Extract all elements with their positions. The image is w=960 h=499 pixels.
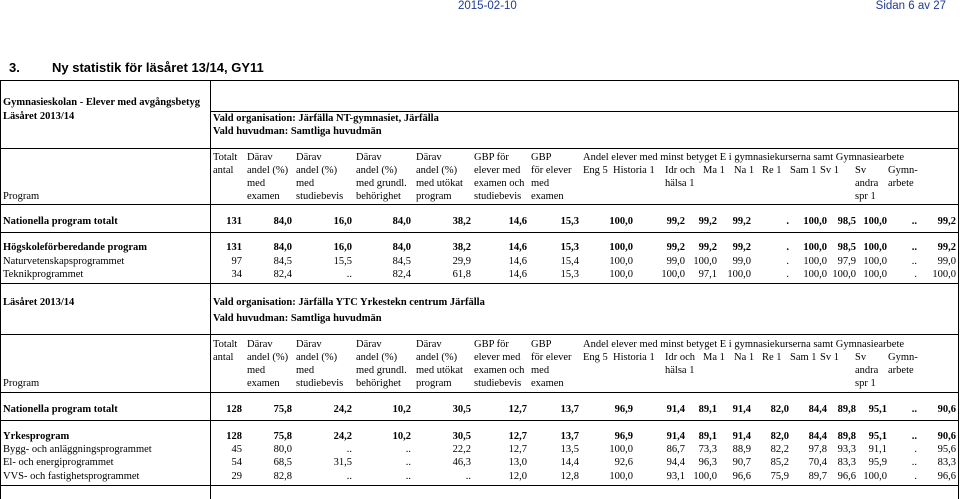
table-cell: .. [911, 404, 917, 415]
table-cell: 73,3 [698, 444, 717, 455]
column-header: Därav [247, 152, 273, 163]
column-header: Sv 1 [820, 165, 839, 176]
section-title-text: Ny statistik för läsåret 13/14, GY11 [52, 60, 264, 75]
table-rule [0, 485, 959, 486]
table-cell: 99,0 [666, 256, 685, 267]
table-cell: 13,7 [560, 404, 579, 415]
table-cell: 14,6 [508, 242, 527, 253]
column-header: Därav [247, 339, 273, 350]
column-header: Därav [296, 339, 322, 350]
column-header: andel (%) [416, 352, 458, 363]
column-header: examen och [474, 365, 525, 376]
column-header: examen [247, 378, 280, 389]
column-header: med [247, 365, 266, 376]
column-header: Sv [855, 165, 867, 176]
table-cell: 14,6 [508, 216, 527, 227]
column-header: studiebevis [296, 378, 344, 389]
table-cell: 34 [231, 269, 242, 280]
column-header: Därav [356, 152, 382, 163]
column-header: Totalt [213, 339, 238, 350]
table-cell: 99,2 [732, 216, 751, 227]
table-cell: 96,6 [732, 471, 751, 482]
table-cell: 99,2 [666, 242, 685, 253]
table-cell: 15,5 [333, 256, 352, 267]
column-header: andra [855, 178, 879, 189]
column-header: spr 1 [855, 378, 876, 389]
table-cell: 99,2 [937, 242, 956, 253]
table-cell: 100,0 [803, 242, 827, 253]
table-cell: 68,5 [273, 457, 292, 468]
column-header: med utökat [416, 365, 463, 376]
table-caption: Gymnasieskolan - Elever med avgångsbetyg [3, 97, 200, 108]
table-cell: 12,8 [560, 471, 579, 482]
table-cell: 100,0 [661, 269, 685, 280]
table-cell: 86,7 [666, 444, 685, 455]
table-rule [0, 334, 959, 335]
table-cell: 61,8 [452, 269, 471, 280]
table-cell: 89,1 [698, 431, 717, 442]
program-name: Bygg- och anläggningsprogrammet [3, 444, 152, 455]
table-cell: 92,6 [614, 457, 633, 468]
organisation-label: Vald organisation: Järfälla NT-gymnasiet, Järfälla [213, 113, 439, 124]
table-cell: 24,2 [333, 431, 352, 442]
table-cell: 95,1 [868, 431, 887, 442]
table-cell: 22,2 [452, 444, 471, 455]
table-cell: .. [911, 242, 917, 253]
table-cell: 100,0 [609, 444, 633, 455]
column-header: GBP [531, 152, 552, 163]
table-cell: 82,8 [273, 471, 292, 482]
column-header: Program [3, 378, 40, 389]
table-cell: 84,0 [273, 242, 292, 253]
table-cell: 12,7 [508, 444, 527, 455]
column-header: studiebevis [474, 378, 522, 389]
column-header: Sam 1 [790, 352, 817, 363]
table-cell: . [786, 269, 789, 280]
column-header: examen [247, 191, 280, 202]
table-cell: 31,5 [333, 457, 352, 468]
header-page-number: Sidan 6 av 27 [875, 0, 946, 12]
table-cell: 91,4 [666, 404, 685, 415]
header-date: 2015-02-10 [458, 0, 517, 12]
column-header: med [296, 365, 315, 376]
column-header: arbete [888, 365, 914, 376]
section-number: 3. [9, 60, 20, 75]
table-cell: 131 [226, 242, 242, 253]
table-cell: 91,4 [732, 404, 751, 415]
table-cell: 99,0 [937, 256, 956, 267]
table-cell: 12,0 [508, 471, 527, 482]
table-cell: 89,8 [837, 404, 856, 415]
table-cell: 82,4 [392, 269, 411, 280]
table-cell: 100,0 [693, 471, 717, 482]
table-cell: .. [405, 457, 411, 468]
table-rule [0, 420, 959, 421]
column-header: med [247, 178, 266, 189]
table-cell: .. [465, 471, 471, 482]
table-cell: 75,8 [273, 431, 292, 442]
table-cell: 100,0 [727, 269, 751, 280]
program-name: VVS- och fastighetsprogrammet [3, 471, 140, 482]
table-cell: 100,0 [803, 269, 827, 280]
column-header: Därav [296, 152, 322, 163]
column-header: Re 1 [762, 165, 782, 176]
table-cell: 100,0 [609, 256, 633, 267]
program-name: Teknikprogrammet [3, 269, 84, 280]
table-cell: 95,1 [868, 404, 887, 415]
table-cell: .. [346, 471, 352, 482]
table-cell: 10,2 [392, 404, 411, 415]
table-rule [0, 204, 959, 205]
table-cell: 13,7 [560, 431, 579, 442]
table-cell: 84,0 [392, 216, 411, 227]
column-header: Na 1 [734, 352, 755, 363]
column-header: Eng 5 [583, 352, 608, 363]
table-cell: .. [911, 256, 917, 267]
table-cell: 75,9 [770, 471, 789, 482]
table-cell: .. [911, 457, 917, 468]
column-header: antal [213, 165, 234, 176]
table-cell: 14,4 [560, 457, 579, 468]
column-header: elever med [474, 352, 521, 363]
table-cell: 89,1 [698, 404, 717, 415]
table-cell: . [786, 216, 789, 227]
table-cell: 100,0 [863, 256, 887, 267]
column-header: Sv 1 [820, 352, 839, 363]
table-cell: 13,5 [560, 444, 579, 455]
table-cell: 13,0 [508, 457, 527, 468]
table-cell: 128 [226, 404, 242, 415]
column-header: Totalt [213, 152, 238, 163]
column-header: med [296, 178, 315, 189]
column-header: för elever [531, 165, 572, 176]
table-cell: 15,3 [560, 242, 579, 253]
table-cell: 128 [226, 431, 242, 442]
column-header: Eng 5 [583, 165, 608, 176]
table-cell: 46,3 [452, 457, 471, 468]
table-cell: 12,7 [508, 431, 527, 442]
table-cell: 90,6 [937, 404, 956, 415]
organisation-label: Vald organisation: Järfälla YTC Yrkestekn centrum Järfälla [213, 297, 485, 308]
table-cell: .. [346, 269, 352, 280]
table-cell: 84,0 [392, 242, 411, 253]
table-cell: .. [405, 471, 411, 482]
column-header: Re 1 [762, 352, 782, 363]
table-cell: 15,4 [560, 256, 579, 267]
column-header: för elever [531, 352, 572, 363]
table-cell: 16,0 [333, 242, 352, 253]
column-header: andel (%) [416, 165, 458, 176]
column-header: andel (%) [247, 165, 289, 176]
table-cell: 14,6 [508, 269, 527, 280]
table-cell: . [786, 242, 789, 253]
table-cell: 88,9 [732, 444, 751, 455]
column-header: GBP för [474, 339, 509, 350]
column-header: Idr och [665, 165, 696, 176]
table-cell: .. [405, 444, 411, 455]
table-cell: 99,2 [666, 216, 685, 227]
table-cell: 30,5 [452, 404, 471, 415]
table-cell: 89,7 [808, 471, 827, 482]
year-label: Läsåret 2013/14 [3, 111, 75, 122]
table-cell: 100,0 [803, 256, 827, 267]
program-name: Högskoleförberedande program [3, 242, 147, 253]
table-cell: .. [911, 431, 917, 442]
column-header: Andel elever med minst betyget E i gymnasiekurserna samt Gymnasiearbete [583, 339, 905, 350]
table-cell: 100,0 [803, 216, 827, 227]
table-cell: 93,1 [666, 471, 685, 482]
table-cell: .. [911, 216, 917, 227]
column-header: antal [213, 352, 234, 363]
table-cell: 100,0 [863, 242, 887, 253]
column-header: GBP för [474, 152, 509, 163]
principal-label: Vald huvudman: Samtliga huvudmän [213, 313, 382, 324]
column-header: med utökat [416, 178, 463, 189]
column-header: program [416, 191, 452, 202]
table-cell: 45 [231, 444, 242, 455]
table-cell: 96,3 [698, 457, 717, 468]
column-header: andra [855, 365, 879, 376]
table-cell: 12,7 [508, 404, 527, 415]
table-rule [0, 392, 959, 393]
column-header: Därav [416, 339, 442, 350]
column-header: Gymn- [888, 352, 918, 363]
column-header: Ma 1 [703, 165, 725, 176]
column-header: Ma 1 [703, 352, 725, 363]
table-cell: 100,0 [609, 471, 633, 482]
table-cell: .. [346, 444, 352, 455]
column-header: med grundl. [356, 365, 407, 376]
section-rule [210, 111, 959, 112]
column-header: Sam 1 [790, 165, 817, 176]
column-header: Därav [356, 339, 382, 350]
program-name: Naturvetenskapsprogrammet [3, 256, 125, 267]
table-cell: 38,2 [452, 242, 471, 253]
table-cell: 10,2 [392, 431, 411, 442]
table-cell: 99,0 [732, 256, 751, 267]
label-column-rule [210, 80, 211, 499]
table-cell: 85,2 [770, 457, 789, 468]
table-cell: 100,0 [693, 256, 717, 267]
program-name: Nationella program totalt [3, 404, 118, 415]
table-cell: 100,0 [863, 269, 887, 280]
table-cell: 80,0 [273, 444, 292, 455]
table-cell: 100,0 [863, 471, 887, 482]
table-cell: 96,6 [837, 471, 856, 482]
table-cell: 96,9 [614, 404, 633, 415]
table-cell: 84,4 [808, 404, 827, 415]
table-cell: 90,6 [937, 431, 956, 442]
statistics-table [0, 80, 959, 498]
table-cell: 96,9 [614, 431, 633, 442]
column-header: examen och [474, 178, 525, 189]
column-header: andel (%) [296, 352, 338, 363]
column-header: Sv [855, 352, 867, 363]
column-header: andel (%) [247, 352, 289, 363]
table-cell: . [914, 444, 917, 455]
table-cell: . [914, 471, 917, 482]
column-header: examen [531, 191, 564, 202]
column-header: andel (%) [296, 165, 338, 176]
table-cell: 29 [231, 471, 242, 482]
table-cell: 99,2 [732, 242, 751, 253]
table-cell: 91,4 [666, 431, 685, 442]
table-cell: 99,2 [937, 216, 956, 227]
principal-label: Vald huvudman: Samtliga huvudmän [213, 126, 382, 137]
column-header: med grundl. [356, 178, 407, 189]
table-left-rule [0, 80, 1, 499]
table-cell: 100,0 [863, 216, 887, 227]
column-header: med [531, 365, 550, 376]
table-right-rule [958, 80, 959, 499]
table-cell: . [914, 269, 917, 280]
table-cell: 100,0 [609, 216, 633, 227]
column-header: Na 1 [734, 165, 755, 176]
column-header: examen [531, 378, 564, 389]
column-header: studiebevis [296, 191, 344, 202]
table-cell: 96,6 [937, 471, 956, 482]
table-cell: 84,4 [808, 431, 827, 442]
table-cell: 97 [231, 256, 242, 267]
table-cell: 97,9 [837, 256, 856, 267]
column-header: behörighet [356, 378, 401, 389]
column-header: hälsa 1 [665, 365, 695, 376]
table-cell: 90,7 [732, 457, 751, 468]
section-title [9, 60, 264, 75]
column-header: program [416, 378, 452, 389]
table-cell: 24,2 [333, 404, 352, 415]
column-header: studiebevis [474, 191, 522, 202]
table-cell: 82,4 [273, 269, 292, 280]
table-cell: 15,3 [560, 216, 579, 227]
table-cell: 91,4 [732, 431, 751, 442]
column-header: hälsa 1 [665, 178, 695, 189]
column-header: Därav [416, 152, 442, 163]
table-cell: 84,0 [273, 216, 292, 227]
table-cell: 89,8 [837, 431, 856, 442]
column-header: spr 1 [855, 191, 876, 202]
column-header: Andel elever med minst betyget E i gymnasiekurserna samt Gymnasiearbete [583, 152, 905, 163]
column-header: GBP [531, 339, 552, 350]
program-name: El- och energiprogrammet [3, 457, 114, 468]
column-header: med [531, 178, 550, 189]
table-rule [0, 148, 959, 149]
table-cell: 54 [231, 457, 242, 468]
column-header: arbete [888, 178, 914, 189]
table-cell: 98,5 [837, 216, 856, 227]
column-header: elever med [474, 165, 521, 176]
table-cell: 95,6 [937, 444, 956, 455]
table-cell: 82,0 [770, 404, 789, 415]
table-cell: 84,5 [273, 256, 292, 267]
table-rule [0, 232, 959, 233]
column-header: andel (%) [356, 165, 398, 176]
table-cell: 93,3 [837, 444, 856, 455]
table-cell: 83,3 [837, 457, 856, 468]
table-cell: 82,0 [770, 431, 789, 442]
table-cell: 14,6 [508, 256, 527, 267]
program-name: Yrkesprogram [3, 431, 70, 442]
table-cell: 91,1 [868, 444, 887, 455]
year-label: Läsåret 2013/14 [3, 297, 75, 308]
column-header: behörighet [356, 191, 401, 202]
table-cell: 100,0 [932, 269, 956, 280]
table-cell: 83,3 [937, 457, 956, 468]
column-header: Gymn- [888, 165, 918, 176]
table-cell: . [786, 256, 789, 267]
table-cell: 98,5 [837, 242, 856, 253]
table-cell: 29,9 [452, 256, 471, 267]
table-cell: 95,9 [868, 457, 887, 468]
table-cell: 131 [226, 216, 242, 227]
table-cell: 15,3 [560, 269, 579, 280]
table-cell: 75,8 [273, 404, 292, 415]
column-header: Historia 1 [613, 352, 655, 363]
table-cell: 99,2 [698, 216, 717, 227]
column-header: Historia 1 [613, 165, 655, 176]
table-cell: 16,0 [333, 216, 352, 227]
table-cell: 94,4 [666, 457, 685, 468]
table-cell: 100,0 [609, 242, 633, 253]
table-cell: 82,2 [770, 444, 789, 455]
table-cell: 70,4 [808, 457, 827, 468]
program-name: Nationella program totalt [3, 216, 118, 227]
table-cell: 97,8 [808, 444, 827, 455]
table-rule [0, 283, 959, 284]
table-cell: 99,2 [698, 242, 717, 253]
table-cell: 97,1 [698, 269, 717, 280]
table-cell: 38,2 [452, 216, 471, 227]
column-header: Program [3, 191, 40, 202]
table-cell: 100,0 [832, 269, 856, 280]
table-cell: 84,5 [392, 256, 411, 267]
column-header: andel (%) [356, 352, 398, 363]
column-header: Idr och [665, 352, 696, 363]
table-cell: 100,0 [609, 269, 633, 280]
table-top-rule [0, 80, 959, 81]
table-cell: 30,5 [452, 431, 471, 442]
